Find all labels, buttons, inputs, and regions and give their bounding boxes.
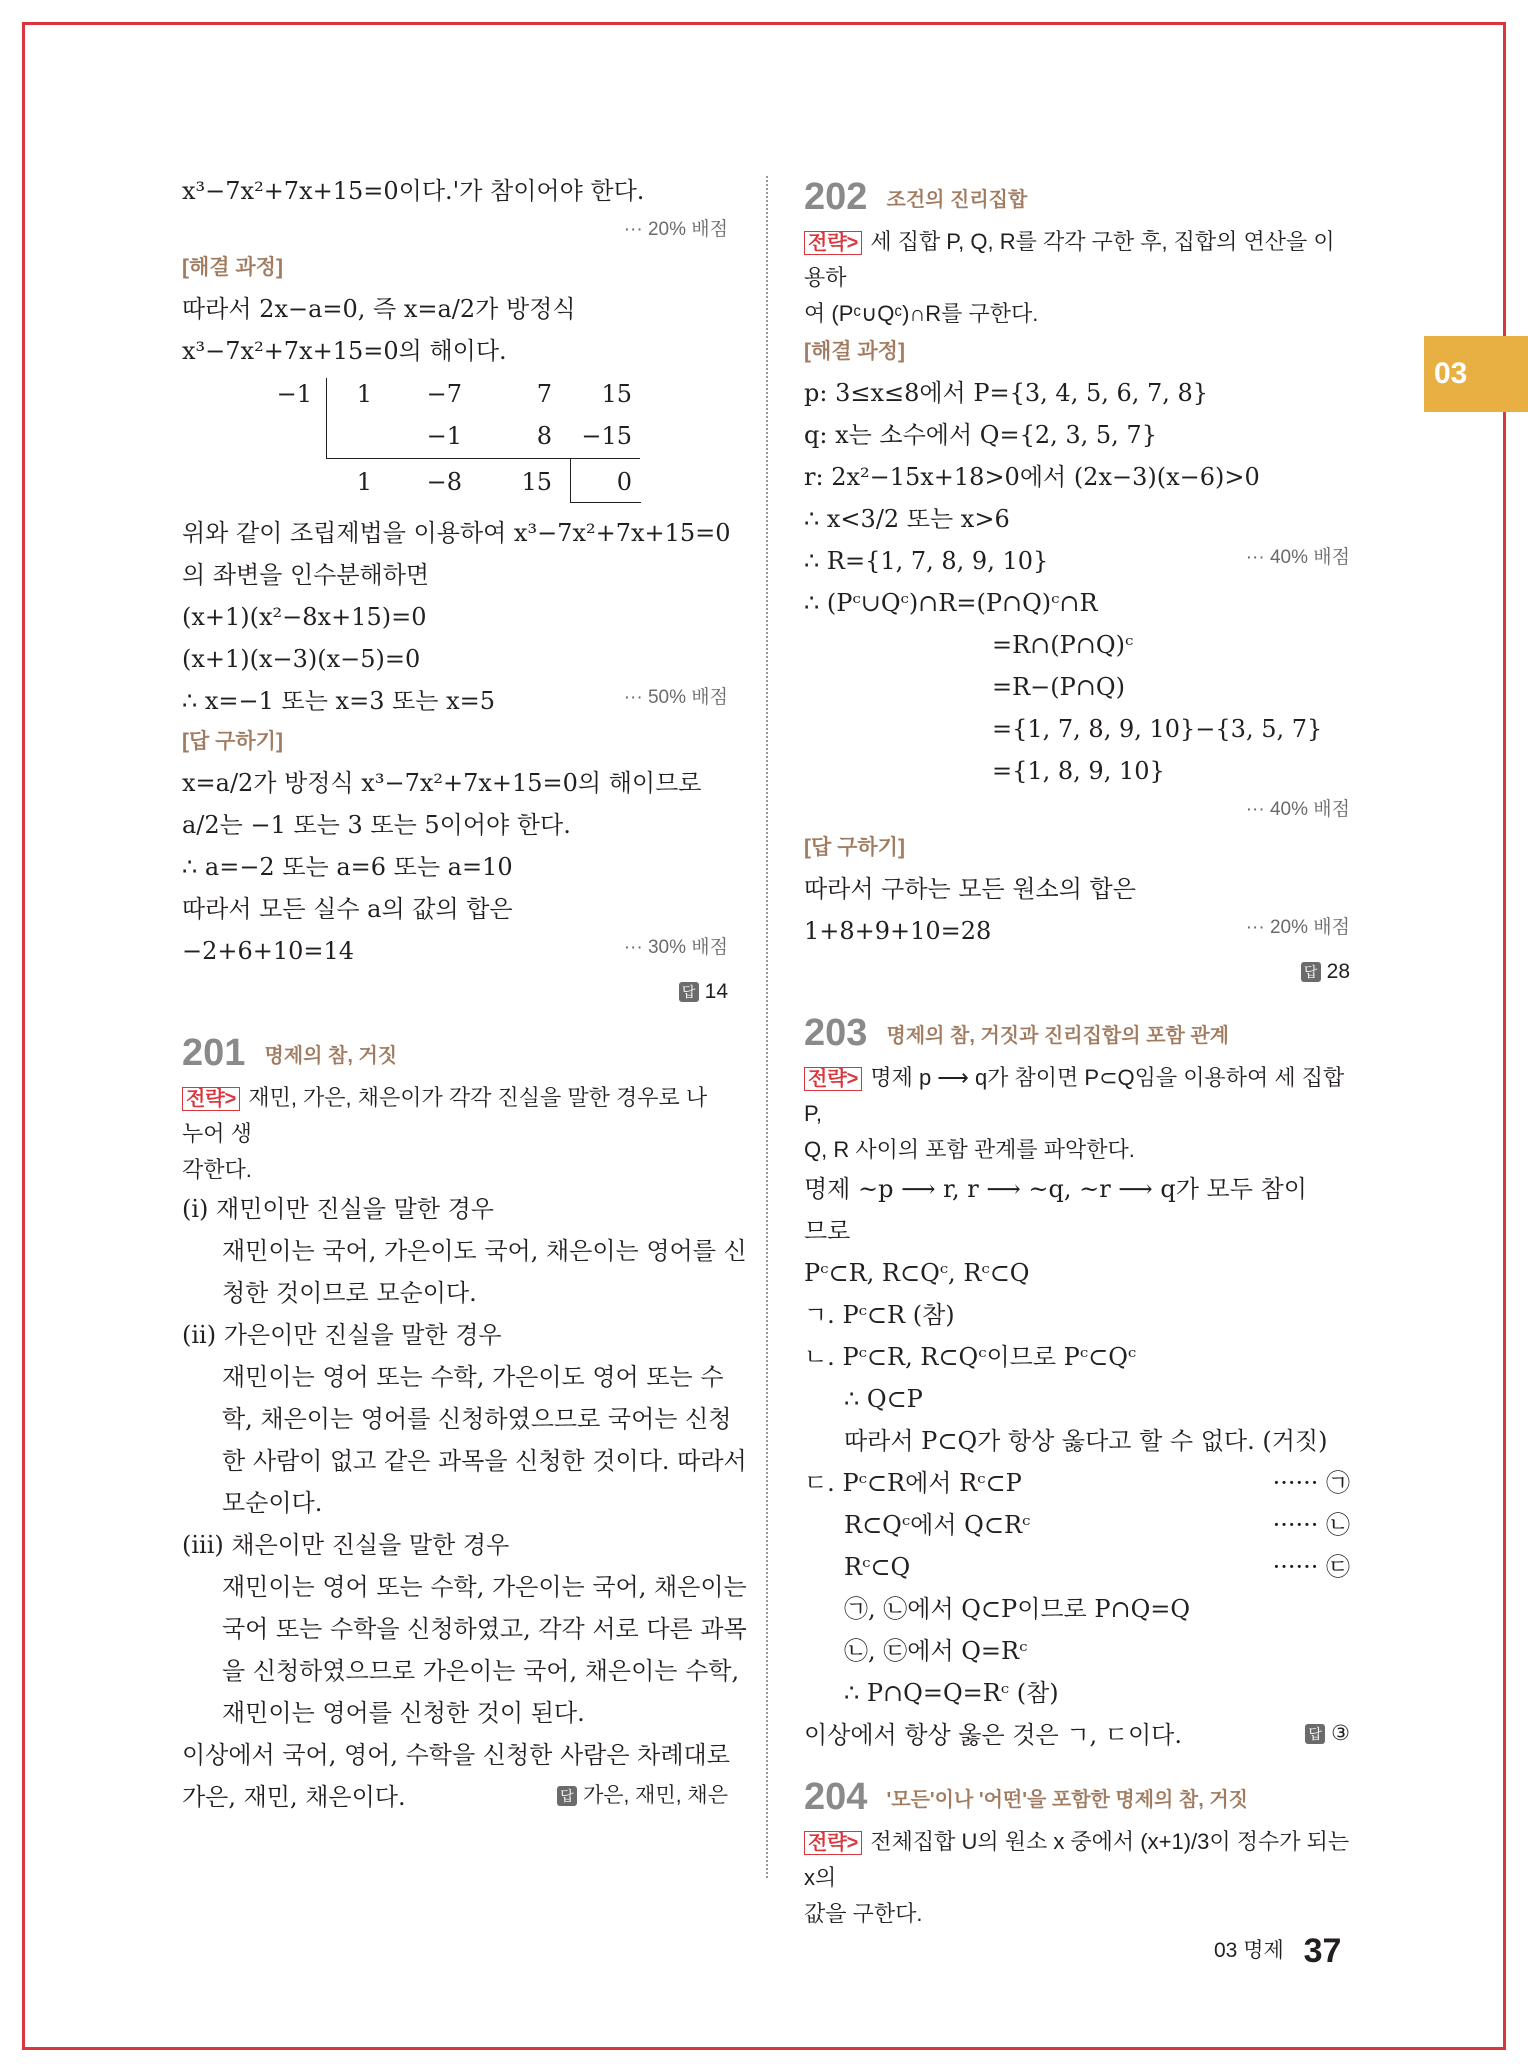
left-column	[182, 170, 747, 1818]
text-line: 따라서 2x−a=0, 즉 x=a/2가 방정식	[182, 295, 576, 323]
text-line	[804, 1462, 1350, 1504]
text-line: 이상에서 국어, 영어, 수학을 신청한 사람은 차례대로	[182, 1741, 730, 1769]
text-line: ={1, 7, 8, 9, 10}−{3, 5, 7}	[992, 715, 1323, 743]
strategy-tag: 전략>	[182, 1087, 240, 1111]
equation-marker: ······ ㉡	[1272, 1511, 1350, 1539]
text-line	[182, 1776, 728, 1818]
text-span: R⊂Qᶜ에서 Q⊂Rᶜ	[844, 1511, 1031, 1539]
answer-icon: 답	[557, 1786, 577, 1806]
column-divider	[766, 176, 768, 1878]
text-line: 재민이는 영어 또는 수학, 가은이도 영어 또는 수	[222, 1363, 724, 1391]
text-span: ㄷ. Pᶜ⊂R에서 Rᶜ⊂P	[804, 1469, 1022, 1497]
chapter-tab: 03	[1424, 336, 1528, 412]
text-line: ∴ x<3/2 또는 x>6	[804, 505, 1010, 533]
problem-number: 204	[804, 1776, 868, 1818]
division-cell: −1	[276, 380, 312, 408]
division-cell: 1	[356, 468, 372, 496]
division-cell: 15	[601, 380, 632, 408]
text-line	[804, 1714, 1350, 1756]
answer-value: 28	[1326, 960, 1350, 983]
section-heading: [답 구하기]	[182, 730, 283, 753]
answer-icon: 답	[679, 982, 699, 1002]
equation-marker: ······ ㉢	[1272, 1553, 1350, 1581]
strategy-tag: 전략>	[804, 1067, 862, 1091]
problem-header	[182, 1026, 728, 1080]
score-note: ··· 40% 배점	[1245, 799, 1350, 820]
score-note: ··· 50% 배점	[623, 687, 728, 708]
answer-line	[182, 972, 728, 1012]
text-line: Pᶜ⊂R, R⊂Qᶜ, Rᶜ⊂Q	[804, 1259, 1030, 1287]
right-column	[804, 170, 1350, 1932]
text-line: 한 사람이 없고 같은 과목을 신청한 것이다. 따라서	[222, 1447, 747, 1475]
answer-icon: 답	[1305, 1724, 1325, 1744]
division-cell: −8	[426, 468, 462, 496]
case-heading: (i) 재민이만 진실을 말한 경우	[182, 1195, 494, 1223]
text-line	[804, 910, 1350, 952]
text-line: q: x는 소수에서 Q={2, 3, 5, 7}	[804, 421, 1157, 449]
text-line: 재민이는 영어를 신청한 것이 된다.	[222, 1699, 585, 1727]
score-note: ··· 40% 배점	[1245, 547, 1350, 568]
text-line: 따라서 모든 실수 a의 값의 합은	[182, 895, 513, 923]
text-line: (x+1)(x²−8x+15)=0	[182, 603, 427, 631]
text-span: 1+8+9+10=28	[804, 917, 992, 945]
text-line: 므로	[804, 1217, 851, 1245]
division-cell: 1	[356, 380, 372, 408]
text-line	[804, 540, 1350, 582]
problem-title: 조건의 진리집합	[886, 189, 1028, 211]
text-line: 학, 채은이는 영어를 신청하였으므로 국어는 신청	[222, 1405, 732, 1433]
synthetic-division	[182, 374, 728, 506]
division-cell: −1	[426, 422, 462, 450]
text-line: ㉡, ㉢에서 Q=Rᶜ	[844, 1637, 1028, 1665]
strategy-tag: 전략>	[804, 231, 862, 255]
text-line	[182, 680, 728, 722]
division-cell: 15	[521, 468, 552, 496]
chapter-label: 03 명제	[1214, 1939, 1284, 1963]
text-line: 청한 것이므로 모순이다.	[222, 1279, 477, 1307]
strategy-line: Q, R 사이의 포함 관계를 파악한다.	[804, 1137, 1135, 1162]
text-line: x³−7x²+7x+15=0의 해이다.	[182, 337, 507, 365]
score-note: ··· 20% 배점	[623, 219, 728, 240]
page-footer	[1214, 1932, 1341, 1971]
text-line: 을 신청하였으므로 가은이는 국어, 채은이는 수학,	[222, 1657, 740, 1685]
text-line: ∴ a=−2 또는 a=6 또는 a=10	[182, 853, 513, 881]
problem-title: '모든'이나 '어떤'을 포함한 명제의 참, 거짓	[886, 1789, 1248, 1811]
strategy-line	[804, 224, 1350, 296]
text-line: x³−7x²+7x+15=0이다.'가 참이어야 한다.	[182, 177, 645, 205]
text-line: ∴ (Pᶜ∪Qᶜ)∩R=(P∩Q)ᶜ∩R	[804, 589, 1098, 617]
text-span: ∴ x=−1 또는 x=3 또는 x=5	[182, 687, 496, 715]
division-cell: −7	[426, 380, 462, 408]
equation-marker: ······ ㉠	[1272, 1469, 1350, 1497]
answer-value: 14	[704, 980, 728, 1003]
text-line: 의 좌변을 인수분해하면	[182, 561, 430, 589]
case-heading: (ii) 가은이만 진실을 말한 경우	[182, 1321, 502, 1349]
text-line: 따라서 P⊂Q가 항상 옳다고 할 수 없다. (거짓)	[844, 1427, 1328, 1455]
text-line: 모순이다.	[222, 1489, 323, 1517]
text-line	[804, 1504, 1350, 1546]
strategy-line: 여 (Pᶜ∪Qᶜ)∩R를 구한다.	[804, 301, 1039, 326]
strategy-line: 각한다.	[182, 1157, 252, 1182]
problem-title: 명제의 참, 거짓	[264, 1045, 398, 1067]
problem-header	[804, 1006, 1350, 1060]
answer-line	[804, 952, 1350, 992]
section-heading: [해결 과정]	[804, 340, 905, 363]
text-line: a/2는 −1 또는 3 또는 5이어야 한다.	[182, 811, 571, 839]
text-span: 이상에서 항상 옳은 것은 ㄱ, ㄷ이다.	[804, 1721, 1182, 1749]
strategy-line	[804, 1060, 1350, 1132]
answer-line	[1305, 1714, 1350, 1754]
section-heading: [해결 과정]	[182, 256, 283, 279]
strategy-tag: 전략>	[804, 1831, 862, 1855]
strategy-line: 값을 구한다.	[804, 1901, 923, 1926]
strategy-line	[804, 1824, 1350, 1896]
answer-icon: 답	[1301, 962, 1321, 982]
division-cell: 0	[616, 468, 632, 496]
text-line: (x+1)(x−3)(x−5)=0	[182, 645, 421, 673]
text-line	[804, 1546, 1350, 1588]
text-line: ㄱ. Pᶜ⊂R (참)	[804, 1301, 955, 1329]
text-line: r: 2x²−15x+18>0에서 (2x−3)(x−6)>0	[804, 463, 1260, 491]
problem-number: 202	[804, 176, 868, 218]
text-span: −2+6+10=14	[182, 937, 355, 965]
division-cell: 7	[536, 380, 552, 408]
text-line: 국어 또는 수학을 신청하였고, 각각 서로 다른 과목	[222, 1615, 747, 1643]
text-line: =R∩(P∩Q)ᶜ	[992, 631, 1134, 659]
strategy-text: 재민, 가은, 채은이가 각각 진실을 말한 경우로 나누어 생	[182, 1085, 708, 1146]
text-line: x=a/2가 방정식 x³−7x²+7x+15=0의 해이므로	[182, 769, 702, 797]
text-line: ∴ P∩Q=Q=Rᶜ (참)	[844, 1679, 1059, 1707]
text-line: ∴ Q⊂P	[844, 1385, 923, 1413]
text-line: p: 3≤x≤8에서 P={3, 4, 5, 6, 7, 8}	[804, 379, 1209, 407]
text-line: 재민이는 국어, 가은이도 국어, 채은이는 영어를 신	[222, 1237, 747, 1265]
text-line: 따라서 구하는 모든 원소의 합은	[804, 875, 1136, 903]
text-line: 위와 같이 조립제법을 이용하여 x³−7x²+7x+15=0	[182, 519, 731, 547]
section-heading: [답 구하기]	[804, 836, 905, 859]
problem-number: 201	[182, 1032, 246, 1074]
text-span: ∴ R={1, 7, 8, 9, 10}	[804, 547, 1049, 575]
text-span: Rᶜ⊂Q	[844, 1553, 911, 1581]
division-cell: −15	[581, 422, 632, 450]
problem-header	[804, 170, 1350, 224]
problem-header	[804, 1770, 1350, 1824]
page-number: 37	[1303, 1932, 1342, 1970]
answer-value: 가은, 재민, 채은	[582, 1784, 728, 1807]
text-line: 재민이는 영어 또는 수학, 가은이는 국어, 채은이는	[222, 1573, 747, 1601]
division-cell: 8	[536, 422, 552, 450]
text-line: 명제 ~p ⟶ r, r ⟶ ~q, ~r ⟶ q가 모두 참이	[804, 1175, 1307, 1203]
text-line	[182, 930, 728, 972]
answer-value: ③	[1331, 1722, 1350, 1745]
strategy-line	[182, 1080, 728, 1152]
text-line: ㉠, ㉡에서 Q⊂P이므로 P∩Q=Q	[844, 1595, 1191, 1623]
text-line: =R−(P∩Q)	[992, 673, 1125, 701]
score-note: ··· 20% 배점	[1245, 917, 1350, 938]
answer-line	[557, 1776, 728, 1816]
text-line: ={1, 8, 9, 10}	[992, 757, 1165, 785]
case-heading: (iii) 채은이만 진실을 말한 경우	[182, 1531, 510, 1559]
text-span: 가은, 재민, 채은이다.	[182, 1783, 406, 1811]
strategy-text: 세 집합 P, Q, R를 각각 구한 후, 집합의 연산을 이용하	[804, 229, 1335, 290]
problem-number: 203	[804, 1012, 868, 1054]
score-note: ··· 30% 배점	[623, 937, 728, 958]
text-line: ㄴ. Pᶜ⊂R, R⊂Qᶜ이므로 Pᶜ⊂Qᶜ	[804, 1343, 1137, 1371]
strategy-text: 명제 p ⟶ q가 참이면 P⊂Q임을 이용하여 세 집합 P,	[804, 1065, 1345, 1126]
strategy-text: 전체집합 U의 원소 x 중에서 (x+1)/3이 정수가 되는 x의	[804, 1829, 1350, 1890]
problem-title: 명제의 참, 거짓과 진리집합의 포함 관계	[886, 1025, 1229, 1047]
